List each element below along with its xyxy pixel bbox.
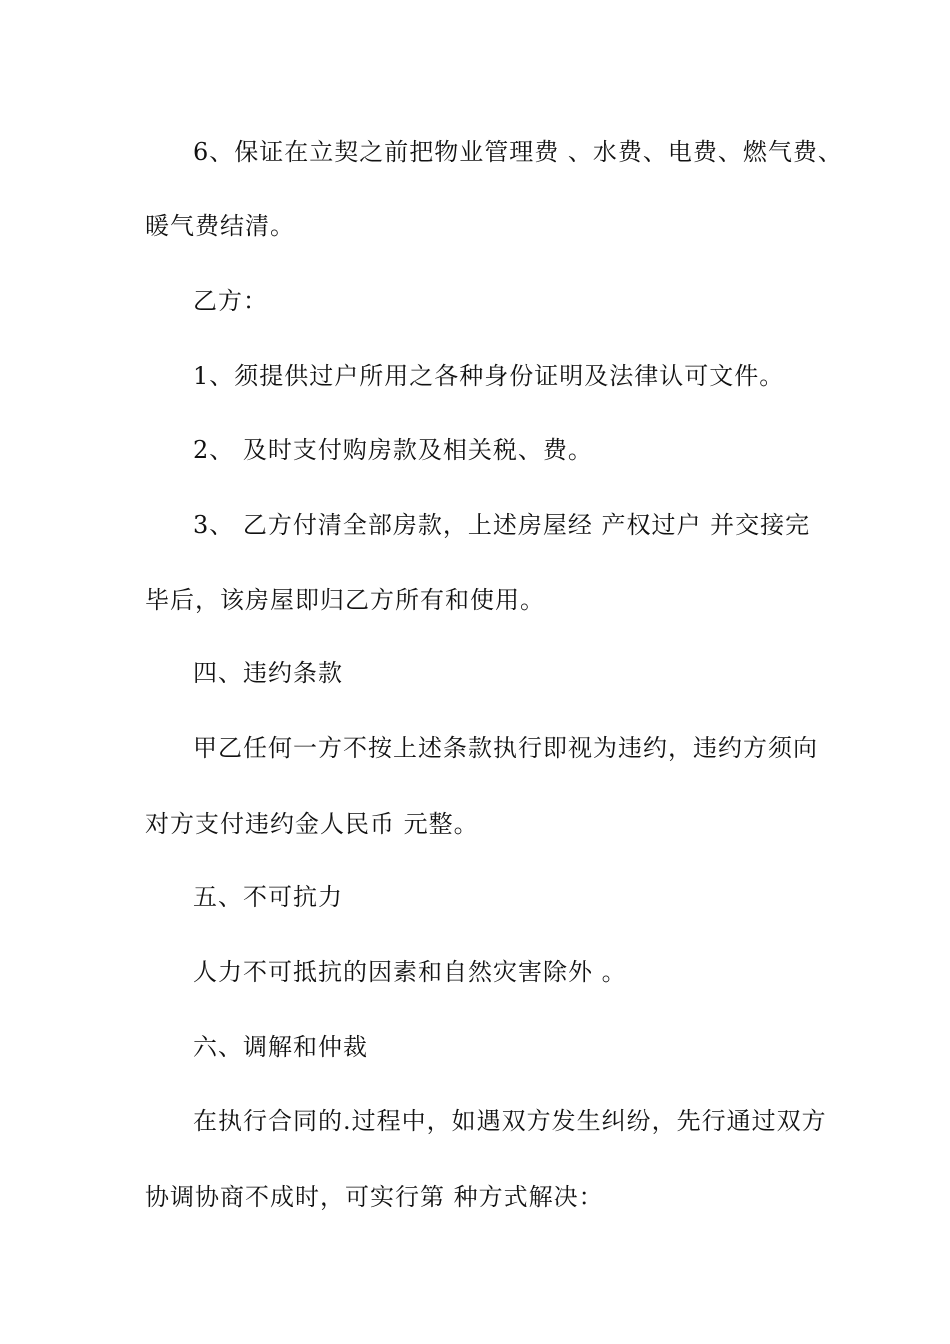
party-b-item-2: 2、 及时支付购房款及相关税、费。 [193,436,593,464]
section-5-body: 人力不可抵抗的因素和自然灾害除外 。 [193,958,627,986]
section-6-body-line-1: 在执行合同的.过程中，如遇双方发生纠纷，先行通过双方 [193,1107,827,1135]
section-4-body-line-2: 对方支付违约金人民币 元整。 [145,810,479,838]
section-6-heading: 六、调解和仲裁 [193,1033,368,1061]
party-b-item-3-line-1: 3、 乙方付清全部房款，上述房屋经 产权过户 并交接完 [193,511,811,539]
party-b-item-1: 1、须提供过户所用之各种身份证明及法律认可文件。 [193,362,785,390]
section-5-heading: 五、不可抗力 [193,883,343,911]
party-b-item-3-line-2: 毕后，该房屋即归乙方所有和使用。 [145,586,545,614]
section-6-body-line-2: 协调协商不成时，可实行第 种方式解决： [145,1183,604,1211]
party-b-heading: 乙方： [193,287,268,315]
clause-6-line-1: 6、保证在立契之前把物业管理费 、水费、电费、燃气费、 [193,138,843,166]
section-4-heading: 四、违约条款 [193,659,343,687]
clause-6-line-2: 暖气费结清。 [145,212,295,240]
section-4-body-line-1: 甲乙任何一方不按上述条款执行即视为违约，违约方须向 [193,734,818,762]
